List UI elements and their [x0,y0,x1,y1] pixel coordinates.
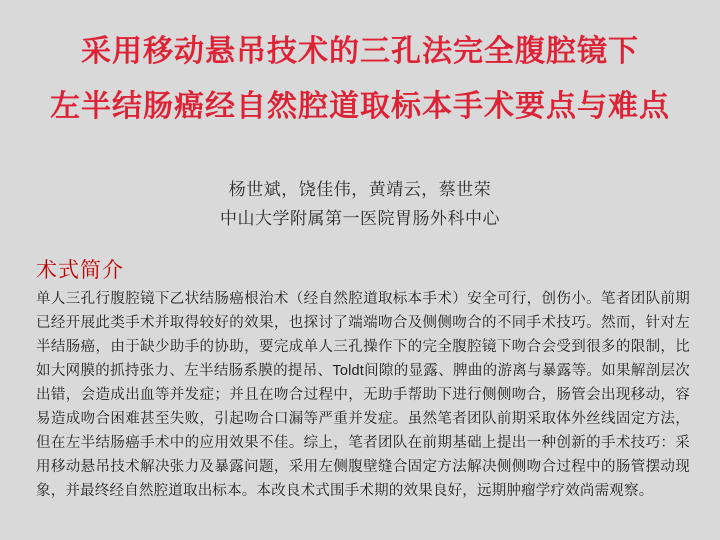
section-heading: 术式简介 [36,259,124,282]
authors-line: 杨世斌，饶佳伟，黄靖云，蔡世荣 [228,180,492,199]
slide-title-line-2: 左半结肠癌经自然腔道取标本手术要点与难点 [50,90,670,123]
affiliation-line: 中山大学附属第一医院胃肠外科中心 [220,209,500,228]
slide-title-line-1: 采用移动悬吊技术的三孔法完全腹腔镜下 [81,35,639,68]
body-paragraph: 单人三孔行腹腔镜下乙状结肠癌根治术（经自然腔道取标本手术）安全可行，创伤小。笔者团队前期已经开展此类手术并取得较好的效果，也探讨了端端吻合及侧侧吻合的不同手术技巧。然而，针对左半结肠癌，由于缺少助手的协助，要完成单人三孔操作下的完全腹腔镜下吻合会受到很多的限制，比如大网膜的抓持张力、左半结肠系膜的提吊、Toldt间隙的显露、脾曲的游离与暴露等。如果解剖层次出错，会造成出血等并发症；并且在吻合过程中，无助手帮助下进行侧侧吻合，肠管会出现移动，容易造成吻合困难甚至失败，引起吻合口漏等严重并发症。虽然笔者团队前期采取体外丝线固定方法，但在左半结肠癌手术中的应用效果不佳。综上，笔者团队在前期基础上提出一种创新的手术技巧：采用移动悬吊技术解决张力及暴露问题，采用左侧腹壁缝合固定方法解决侧侧吻合过程中的肠管摆动现象，并最终经自然腔道取出标本。本改良术式围手术期的效果良好，远期肿瘤学疗效尚需观察。 [36,291,690,499]
slide-title [0,24,720,134]
